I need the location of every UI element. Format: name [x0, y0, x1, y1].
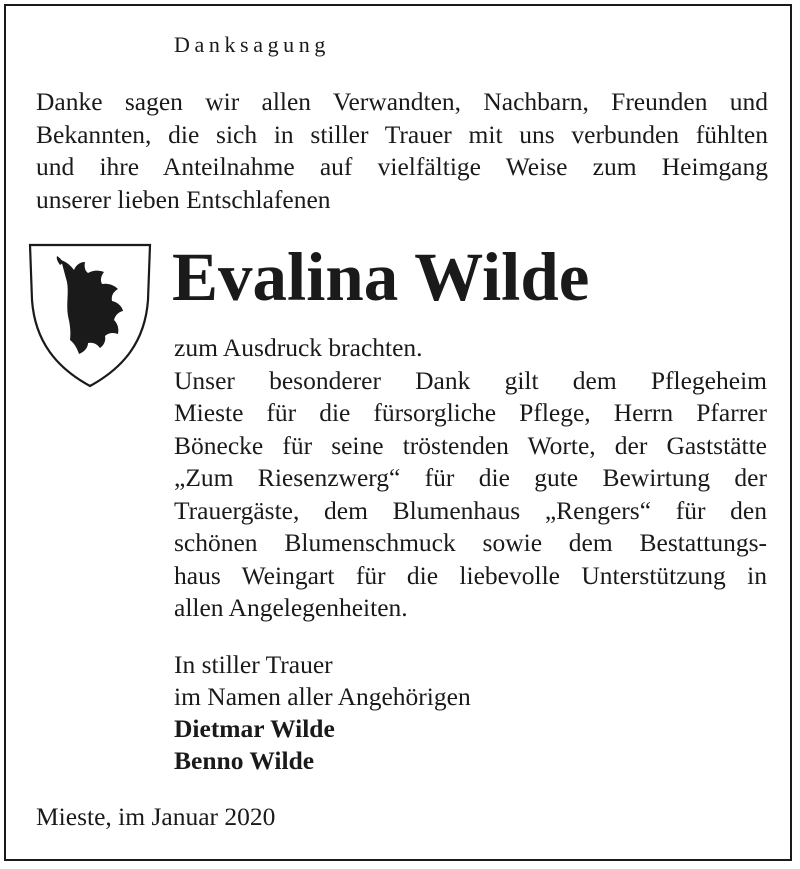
intro-line: Bekannten, die sich in stiller Trauer mit uns verbunden fühlten	[36, 119, 768, 149]
notice-heading: Danksagung	[174, 32, 330, 57]
body-line: Mieste für die fürsorgliche Pflege, Herrn Pfarrer	[174, 398, 767, 427]
body-line: schönen Blumenschmuck sowie dem Bestattungs-	[174, 528, 767, 557]
body-line: Bönecke für seine tröstenden Worte, der Gaststätte	[174, 430, 767, 460]
intro-paragraph	[36, 86, 768, 216]
closing-block	[174, 649, 471, 777]
signatory-name: Dietmar Wilde	[174, 714, 335, 743]
body-line: haus Weingart für die liebevolle Unterstützung in	[174, 560, 767, 590]
body-line: Unser besonderer Dank gilt dem Pflegeheim	[174, 365, 767, 395]
coat-of-arms-shield-icon	[27, 242, 153, 388]
intro-line: und ihre Anteilnahme auf vielfältige Weise zum Heimgang	[36, 152, 768, 181]
body-line: Trauergäste, dem Blumenhaus „Rengers“ für den	[174, 495, 767, 525]
intro-line: Danke sagen wir allen Verwandten, Nachbarn, Freunden und	[36, 87, 768, 116]
closing-line: im Namen aller Angehörigen	[174, 682, 471, 711]
body-line-last: allen Angelegenheiten.	[174, 593, 408, 622]
body-line-first: zum Ausdruck brachten.	[174, 333, 423, 362]
deceased-name: Evalina Wilde	[172, 239, 590, 315]
intro-line-last: unserer lieben Entschlafenen	[36, 184, 331, 214]
signatory-name: Benno Wilde	[174, 746, 315, 775]
thanks-paragraph	[174, 332, 767, 625]
closing-line: In stiller Trauer	[174, 650, 333, 679]
body-line: „Zum Riesenzwerg“ für die gute Bewirtung der	[174, 463, 767, 492]
place-date: Mieste, im Januar 2020	[36, 802, 276, 831]
